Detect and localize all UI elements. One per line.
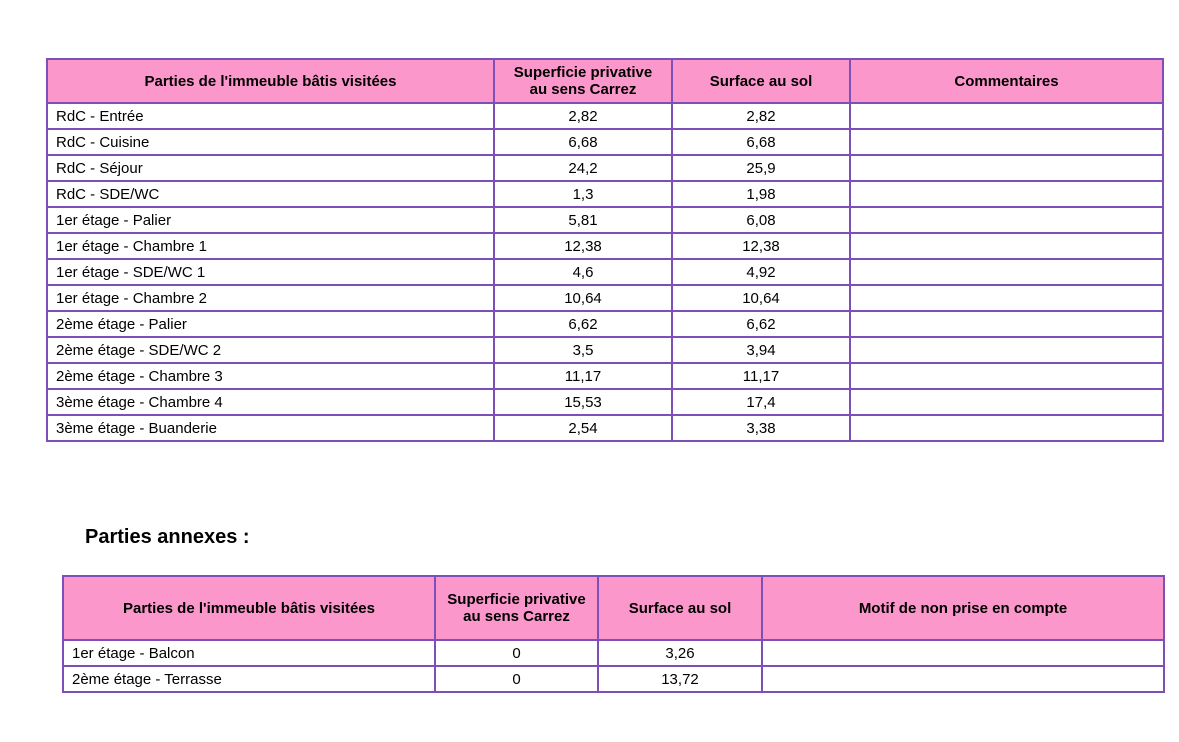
cell-surface-sol: 6,62 — [672, 311, 850, 337]
cell-carrez: 5,81 — [494, 207, 672, 233]
cell-surface-sol: 3,38 — [672, 415, 850, 441]
table-row — [47, 389, 1163, 415]
cell-partie: RdC - Cuisine — [47, 129, 494, 155]
header-carrez: Superficie privative au sens Carrez — [494, 59, 672, 103]
cell-carrez: 3,5 — [494, 337, 672, 363]
cell-partie: RdC - Entrée — [47, 103, 494, 129]
cell-commentaire — [850, 129, 1163, 155]
table-row — [47, 285, 1163, 311]
cell-carrez: 6,68 — [494, 129, 672, 155]
cell-commentaire — [850, 285, 1163, 311]
surface-table — [46, 58, 1164, 442]
table-row — [47, 311, 1163, 337]
cell-partie: 2ème étage - SDE/WC 2 — [47, 337, 494, 363]
cell-commentaire — [850, 415, 1163, 441]
cell-partie: 2ème étage - Terrasse — [63, 666, 435, 692]
cell-surface-sol: 4,92 — [672, 259, 850, 285]
cell-motif — [762, 666, 1164, 692]
cell-commentaire — [850, 233, 1163, 259]
table-row — [47, 363, 1163, 389]
cell-partie: 3ème étage - Chambre 4 — [47, 389, 494, 415]
cell-surface-sol: 2,82 — [672, 103, 850, 129]
cell-partie: 1er étage - SDE/WC 1 — [47, 259, 494, 285]
cell-commentaire — [850, 311, 1163, 337]
table-row — [63, 666, 1164, 692]
cell-surface-sol: 6,08 — [672, 207, 850, 233]
cell-partie: RdC - Séjour — [47, 155, 494, 181]
cell-commentaire — [850, 337, 1163, 363]
cell-surface-sol: 1,98 — [672, 181, 850, 207]
cell-carrez: 10,64 — [494, 285, 672, 311]
cell-surface-sol: 11,17 — [672, 363, 850, 389]
header-carrez: Superficie privative au sens Carrez — [435, 576, 598, 640]
table-row — [47, 415, 1163, 441]
cell-commentaire — [850, 389, 1163, 415]
annex-section-title: Parties annexes : — [85, 526, 250, 548]
cell-surface-sol: 17,4 — [672, 389, 850, 415]
cell-surface-sol: 12,38 — [672, 233, 850, 259]
cell-partie: 2ème étage - Palier — [47, 311, 494, 337]
table-header-row — [63, 576, 1164, 640]
table-row — [47, 155, 1163, 181]
table-row — [47, 181, 1163, 207]
cell-carrez: 11,17 — [494, 363, 672, 389]
header-parties: Parties de l'immeuble bâtis visitées — [63, 576, 435, 640]
cell-commentaire — [850, 259, 1163, 285]
table-header-row — [47, 59, 1163, 103]
cell-partie: RdC - SDE/WC — [47, 181, 494, 207]
header-commentaires: Commentaires — [850, 59, 1163, 103]
cell-carrez: 2,82 — [494, 103, 672, 129]
cell-motif — [762, 640, 1164, 666]
cell-partie: 1er étage - Balcon — [63, 640, 435, 666]
table-row — [47, 259, 1163, 285]
cell-carrez: 12,38 — [494, 233, 672, 259]
table-row — [47, 233, 1163, 259]
header-parties: Parties de l'immeuble bâtis visitées — [47, 59, 494, 103]
cell-partie: 1er étage - Chambre 1 — [47, 233, 494, 259]
cell-carrez: 24,2 — [494, 155, 672, 181]
cell-surface-sol: 3,94 — [672, 337, 850, 363]
cell-commentaire — [850, 103, 1163, 129]
cell-surface-sol: 3,26 — [598, 640, 762, 666]
cell-commentaire — [850, 363, 1163, 389]
table-row — [63, 640, 1164, 666]
cell-carrez: 15,53 — [494, 389, 672, 415]
cell-carrez: 2,54 — [494, 415, 672, 441]
table-row — [47, 129, 1163, 155]
cell-surface-sol: 10,64 — [672, 285, 850, 311]
cell-commentaire — [850, 181, 1163, 207]
table-row — [47, 337, 1163, 363]
cell-carrez: 4,6 — [494, 259, 672, 285]
cell-surface-sol: 6,68 — [672, 129, 850, 155]
cell-carrez: 1,3 — [494, 181, 672, 207]
annex-table — [62, 575, 1165, 693]
cell-partie: 1er étage - Palier — [47, 207, 494, 233]
cell-commentaire — [850, 207, 1163, 233]
table-row — [47, 103, 1163, 129]
table-row — [47, 207, 1163, 233]
cell-surface-sol: 25,9 — [672, 155, 850, 181]
cell-carrez: 0 — [435, 666, 598, 692]
cell-surface-sol: 13,72 — [598, 666, 762, 692]
cell-partie: 3ème étage - Buanderie — [47, 415, 494, 441]
cell-carrez: 0 — [435, 640, 598, 666]
cell-partie: 1er étage - Chambre 2 — [47, 285, 494, 311]
header-surface-sol: Surface au sol — [672, 59, 850, 103]
cell-commentaire — [850, 155, 1163, 181]
header-surface-sol: Surface au sol — [598, 576, 762, 640]
cell-partie: 2ème étage - Chambre 3 — [47, 363, 494, 389]
cell-carrez: 6,62 — [494, 311, 672, 337]
header-motif: Motif de non prise en compte — [762, 576, 1164, 640]
